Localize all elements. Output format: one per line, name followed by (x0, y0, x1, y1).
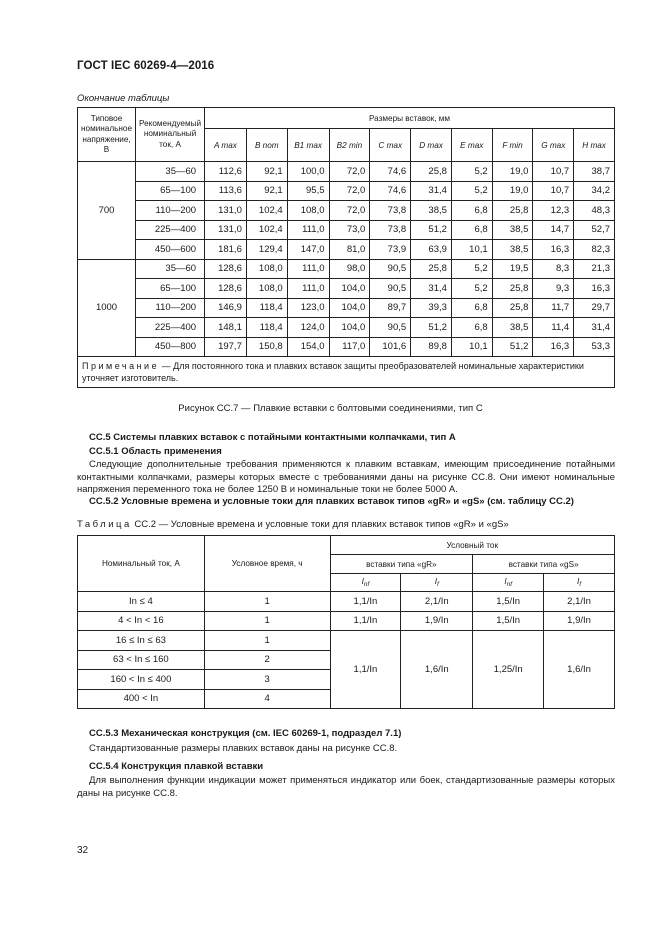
dimension-cell: 19,5 (492, 259, 533, 279)
note-text: — Для постоянного тока и плавких вставок защиты преобразователей номинальные характеристики уточняет изготовитель. (82, 361, 584, 383)
conv-current-merged-cell: 1,6/In (401, 631, 473, 709)
conv-current-merged-cell: 1,25/In (473, 631, 544, 709)
dimension-cell: 118,4 (246, 318, 287, 338)
dimension-cell: 89,7 (370, 298, 411, 318)
dimension-cell: 19,0 (492, 181, 533, 201)
dimension-cell: 98,0 (329, 259, 370, 279)
dimension-cell: 146,9 (205, 298, 247, 318)
section-cc53-title: СС.5.3 Механическая конструкция (см. IEC 60269-1, подраздел 7.1) (89, 728, 402, 739)
dimension-cell: 74,6 (370, 181, 411, 201)
dimension-cell: 154,0 (287, 337, 329, 357)
dimension-cell: 38,5 (492, 220, 533, 240)
dimension-cell: 8,3 (533, 259, 574, 279)
dimension-cell: 5,2 (451, 162, 492, 182)
dimension-cell: 111,0 (287, 220, 329, 240)
section-cc51-text: Следующие дополнительные требования применяются к плавким вставкам, имеющим присоединение потайными контактными колпачками, размеры которых вместе с требованиями даны на рисунке СС.8. Они имеют номинальные напряжения переменного тока не более 1250 В и номинальные токи не более 5000 А. (77, 459, 615, 495)
table2-caption-text: СС.2 — Условные времена и условные токи для плавких вставок типов «gR» и «gS» (131, 519, 509, 530)
current-range-cell: 225—400 (136, 220, 205, 240)
header-voltage: Типовое номинальное напряжение, В (78, 108, 136, 162)
dimension-cell: 73,9 (370, 240, 411, 260)
dimension-cell: 19,0 (492, 162, 533, 182)
dimension-cell: 81,0 (329, 240, 370, 260)
dimension-cell: 108,0 (246, 279, 287, 299)
nominal-current-cell: 4 < In < 16 (78, 611, 205, 631)
dimension-cell: 181,6 (205, 240, 247, 260)
dimension-cell: 25,8 (492, 298, 533, 318)
voltage-cell: 700 (78, 162, 136, 260)
current-range-cell: 450—800 (136, 337, 205, 357)
conv-current-merged-cell: 1,1/In (330, 631, 401, 709)
dimension-cell: 108,0 (246, 259, 287, 279)
conv-time-cell: 2 (204, 650, 330, 670)
dimension-cell: 150,8 (246, 337, 287, 357)
dimension-cell: 101,6 (370, 337, 411, 357)
header-conv-current: Условный ток (330, 536, 614, 555)
col-header: C max (370, 129, 411, 162)
dimension-cell: 131,0 (205, 220, 247, 240)
table2-caption-label: Таблица (77, 519, 132, 530)
current-range-cell: 110—200 (136, 298, 205, 318)
dimension-cell: 25,8 (492, 201, 533, 221)
dimension-cell: 16,3 (533, 337, 574, 357)
conv-time-cell: 1 (204, 631, 330, 651)
conv-current-cell: 1,5/In (473, 611, 544, 631)
table-row (78, 201, 615, 221)
nominal-current-cell: 16 ≤ In ≤ 63 (78, 631, 205, 651)
current-range-cell: 35—60 (136, 162, 205, 182)
dimension-cell: 39,3 (411, 298, 452, 318)
dimension-cell: 104,0 (329, 298, 370, 318)
fuse-dimensions-table (77, 107, 615, 388)
dimension-cell: 5,2 (451, 259, 492, 279)
dimension-cell: 9,3 (533, 279, 574, 299)
header-nominal-current: Номинальный ток, А (78, 536, 205, 592)
conv-current-cell: 2,1/In (544, 592, 615, 612)
header-gS: вставки типа «gS» (473, 555, 615, 574)
col-header: E max (451, 129, 492, 162)
section-cc54-text: Для выполнения функции индикации может применяться индикатор или боек, стандартизованные размеры которых даны на рисунке СС.8. (77, 775, 615, 799)
current-range-cell: 65—100 (136, 181, 205, 201)
dimension-cell: 92,1 (246, 181, 287, 201)
conv-current-merged-cell: 1,6/In (544, 631, 615, 709)
col-header: B1 max (287, 129, 329, 162)
section-cc53-text: Стандартизованные размеры плавких вставок даны на рисунке СС.8. (89, 743, 398, 754)
dimension-cell: 128,6 (205, 259, 247, 279)
header-gR-if: $I_f$ (401, 574, 473, 592)
current-range-cell: 35—60 (136, 259, 205, 279)
section-cc51-title: СС.5.1 Область применения (89, 446, 222, 457)
header-gS-if: $I_f$ (544, 574, 615, 592)
table-row (78, 240, 615, 260)
table-row (78, 611, 615, 631)
dimension-cell: 53,3 (574, 337, 615, 357)
dimension-cell: 73,0 (329, 220, 370, 240)
col-header: B nom (246, 129, 287, 162)
current-range-cell: 110—200 (136, 201, 205, 221)
header-current: Рекомендуемый номинальный ток, А (136, 108, 205, 162)
conv-current-cell: 1,9/In (544, 611, 615, 631)
dimension-cell: 72,0 (329, 201, 370, 221)
dimension-cell: 6,8 (451, 298, 492, 318)
dimension-cell: 111,0 (287, 259, 329, 279)
table-row (78, 181, 615, 201)
dimension-cell: 102,4 (246, 220, 287, 240)
dimension-cell: 90,5 (370, 279, 411, 299)
dimension-cell: 10,1 (451, 337, 492, 357)
dimension-cell: 51,2 (411, 318, 452, 338)
dimension-cell: 5,2 (451, 279, 492, 299)
conv-current-cell: 1,5/In (473, 592, 544, 612)
dimension-cell: 90,5 (370, 259, 411, 279)
dimension-cell: 111,0 (287, 279, 329, 299)
dimension-cell: 38,5 (492, 318, 533, 338)
dimension-cell: 16,3 (533, 240, 574, 260)
table2-caption (77, 519, 509, 532)
dimension-cell: 34,2 (574, 181, 615, 201)
dimension-cell: 82,3 (574, 240, 615, 260)
dimension-cell: 72,0 (329, 181, 370, 201)
table-row (78, 298, 615, 318)
dimension-cell: 92,1 (246, 162, 287, 182)
dimension-cell: 95,5 (287, 181, 329, 201)
conv-current-cell: 1,1/In (330, 611, 401, 631)
header-gS-inf: $I_{nf}$ (473, 574, 544, 592)
conv-time-cell: 1 (204, 611, 330, 631)
dimension-cell: 113,6 (205, 181, 247, 201)
dimension-cell: 10,1 (451, 240, 492, 260)
dimension-cell: 147,0 (287, 240, 329, 260)
dimension-cell: 25,8 (411, 162, 452, 182)
dimension-cell: 63,9 (411, 240, 452, 260)
dimension-cell: 73,8 (370, 201, 411, 221)
dimension-cell: 29,7 (574, 298, 615, 318)
table-row (78, 337, 615, 357)
dimension-cell: 10,7 (533, 162, 574, 182)
table-row (78, 220, 615, 240)
conv-current-cell: 1,1/In (330, 592, 401, 612)
dimension-cell: 102,4 (246, 201, 287, 221)
col-header: A max (205, 129, 247, 162)
header-gR: вставки типа «gR» (330, 555, 473, 574)
dimension-cell: 14,7 (533, 220, 574, 240)
voltage-cell: 1000 (78, 259, 136, 357)
table-end-note: Окончание таблицы (77, 93, 170, 104)
current-range-cell: 225—400 (136, 318, 205, 338)
col-header: G max (533, 129, 574, 162)
dimension-cell: 131,0 (205, 201, 247, 221)
dimension-cell: 128,6 (205, 279, 247, 299)
header-sizes: Размеры вставок, мм (205, 108, 615, 129)
conv-time-cell: 1 (204, 592, 330, 612)
dimension-cell: 90,5 (370, 318, 411, 338)
dimension-cell: 6,8 (451, 318, 492, 338)
dimension-cell: 21,3 (574, 259, 615, 279)
section-cc52-title: СС.5.2 Условные времена и условные токи для плавких вставок типов «gR» и «gS» (см. таблицу СС.2) (89, 496, 574, 507)
col-header: F min (492, 129, 533, 162)
dimension-cell: 31,4 (411, 279, 452, 299)
dimension-cell: 11,7 (533, 298, 574, 318)
figure-caption: Рисунок СС.7 — Плавкие вставки с болтовыми соединениями, тип С (178, 403, 483, 414)
dimension-cell: 124,0 (287, 318, 329, 338)
col-header: B2 min (329, 129, 370, 162)
dimension-cell: 72,0 (329, 162, 370, 182)
dimension-cell: 11,4 (533, 318, 574, 338)
dimension-cell: 52,7 (574, 220, 615, 240)
dimension-cell: 100,0 (287, 162, 329, 182)
nominal-current-cell: In ≤ 4 (78, 592, 205, 612)
nominal-current-cell: 63 < In ≤ 160 (78, 650, 205, 670)
current-range-cell: 450—600 (136, 240, 205, 260)
page-number: 32 (77, 845, 89, 856)
dimension-cell: 74,6 (370, 162, 411, 182)
dimension-cell: 16,3 (574, 279, 615, 299)
dimension-cell: 6,8 (451, 220, 492, 240)
conv-time-cell: 4 (204, 689, 330, 709)
dimension-cell: 117,0 (329, 337, 370, 357)
dimension-cell: 51,2 (411, 220, 452, 240)
dimension-cell: 73,8 (370, 220, 411, 240)
dimension-cell: 31,4 (574, 318, 615, 338)
conv-time-cell: 3 (204, 670, 330, 690)
nominal-current-cell: 400 < In (78, 689, 205, 709)
dimension-cell: 148,1 (205, 318, 247, 338)
dimension-cell: 89,8 (411, 337, 452, 357)
table-row (78, 318, 615, 338)
dimension-cell: 10,7 (533, 181, 574, 201)
dimension-cell: 51,2 (492, 337, 533, 357)
dimension-cell: 31,4 (411, 181, 452, 201)
table-note (78, 357, 615, 388)
dimension-cell: 112,6 (205, 162, 247, 182)
header-conv-time: Условное время, ч (204, 536, 330, 592)
table-row (78, 631, 615, 651)
nominal-current-cell: 160 < In ≤ 400 (78, 670, 205, 690)
dimension-cell: 5,2 (451, 181, 492, 201)
dimension-cell: 118,4 (246, 298, 287, 318)
dimension-cell: 25,8 (492, 279, 533, 299)
note-label: Примечание (82, 361, 160, 371)
dimension-cell: 104,0 (329, 318, 370, 338)
dimension-cell: 6,8 (451, 201, 492, 221)
section-cc54-title: СС.5.4 Конструкция плавкой вставки (89, 761, 264, 772)
col-header: D max (411, 129, 452, 162)
table-row (78, 259, 615, 279)
dimension-cell: 12,3 (533, 201, 574, 221)
table-row (78, 279, 615, 299)
dimension-cell: 48,3 (574, 201, 615, 221)
header-gR-inf: $I_{nf}$ (330, 574, 401, 592)
dimension-cell: 197,7 (205, 337, 247, 357)
conv-current-cell: 2,1/In (401, 592, 473, 612)
dimension-cell: 38,5 (411, 201, 452, 221)
dimension-cell: 104,0 (329, 279, 370, 299)
col-header: H max (574, 129, 615, 162)
dimension-cell: 38,5 (492, 240, 533, 260)
dimension-cell: 123,0 (287, 298, 329, 318)
dimension-cell: 25,8 (411, 259, 452, 279)
conv-current-cell: 1,9/In (401, 611, 473, 631)
table-row (78, 592, 615, 612)
section-cc5-title: СС.5 Системы плавких вставок с потайными контактными колпачками, тип А (89, 432, 456, 443)
document-header: ГОСТ IEC 60269-4—2016 (77, 60, 215, 72)
dimension-cell: 108,0 (287, 201, 329, 221)
table-row (78, 162, 615, 182)
dimension-cell: 129,4 (246, 240, 287, 260)
current-range-cell: 65—100 (136, 279, 205, 299)
conventional-times-table (77, 535, 615, 709)
dimension-cell: 38,7 (574, 162, 615, 182)
